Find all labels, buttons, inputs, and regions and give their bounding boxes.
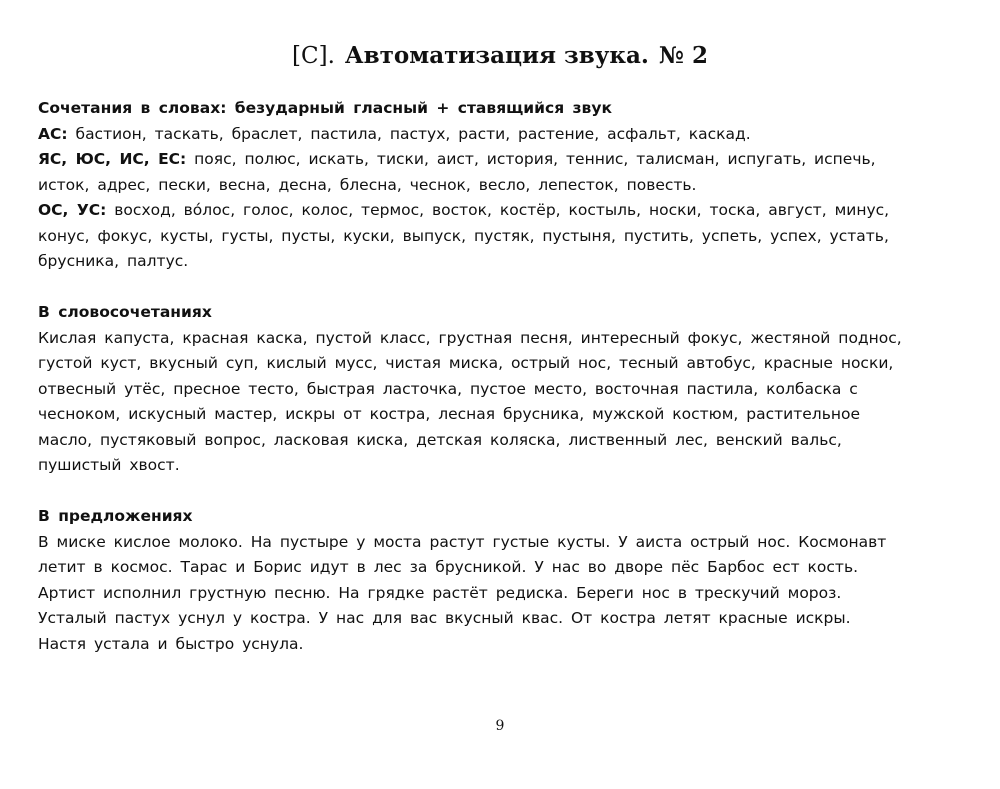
group-words: пояс, полюс, искать, тиски, аист, история, теннис, талисман, испугать, испечь, [186,150,876,168]
group-label: ОС, УС: [38,201,107,219]
group-label: АС: [38,124,68,143]
sentence-line: летит в космос. Тарас и Борис идут в лес за брусникой. У нас во дворе пёс Барбос ест кость. [38,558,859,576]
title-number: № 2 [658,42,708,69]
phrase-line: отвесный утёс, пресное тесто, быстрая ласточка, пустое место, восточная пастила, колбаска с [38,379,858,398]
section-heading-words: Сочетания в словах: безударный гласный + ставящийся звук [38,99,612,117]
group-label: ЯС, ЮС, ИС, ЕС: [38,150,187,168]
group-as [38,122,968,148]
phrase-line: пушистый хвост. [38,456,180,474]
sentence-line: Артист исполнил грустную песню. На грядке растёт редиска. Береги нос в трескучий мороз. [38,583,842,602]
page-number: 9 [495,718,505,734]
group-words: восход, во́лос, голос, колос, термос, восток, костёр, костыль, носки, тоска, август, минус, [106,201,890,219]
group-words: бастион, таскать, браслет, пастила, пастух, расти, растение, асфальт, каскад. [67,124,751,143]
section-phrases [38,300,968,479]
phrase-line: Кислая капуста, красная каска, пустой класс, грустная песня, интересный фокус, жестяной поднос, [38,328,902,347]
sentence-line: Настя устала и быстро уснула. [38,634,304,653]
group-words-line: брусника, палтус. [38,252,189,270]
phrase-line: густой куст, вкусный суп, кислый мусс, чистая миска, острый нос, тесный автобус, красные носки, [38,354,894,372]
sentence-line: Усталый пастух уснул у костра. У нас для вас вкусный квас. От костра летят красные искры. [38,609,851,627]
phrase-line: чесноком, искусный мастер, искры от костра, лесная брусника, мужской костюм, растительное [38,405,860,423]
group-os [38,198,968,224]
section-heading-phrases: В словосочетаниях [38,303,212,321]
group-yas [38,147,968,173]
sentence-line: В миске кислое молоко. На пустыре у моста растут густые кусты. У аиста острый нос. Космонавт [38,532,887,551]
section-sentences [38,504,968,657]
phrase-line: масло, пустяковый вопрос, ласковая киска, детская коляска, лиственный лес, венский вальс, [38,430,842,449]
group-words-line: исток, адрес, пески, весна, десна, блесна, чеснок, весло, лепесток, повесть. [38,175,697,194]
group-words-line: конус, фокус, кусты, густы, пусты, куски, выпуск, пустяк, пустыня, пустить, успеть, успех, устать, [38,226,889,245]
title-sound: [С]. [292,43,335,69]
page-title [0,36,1000,76]
section-heading-sentences: В предложениях [38,507,193,525]
section-words [38,96,968,275]
title-text: Автоматизация звука. [344,42,649,69]
content-body [38,96,968,657]
